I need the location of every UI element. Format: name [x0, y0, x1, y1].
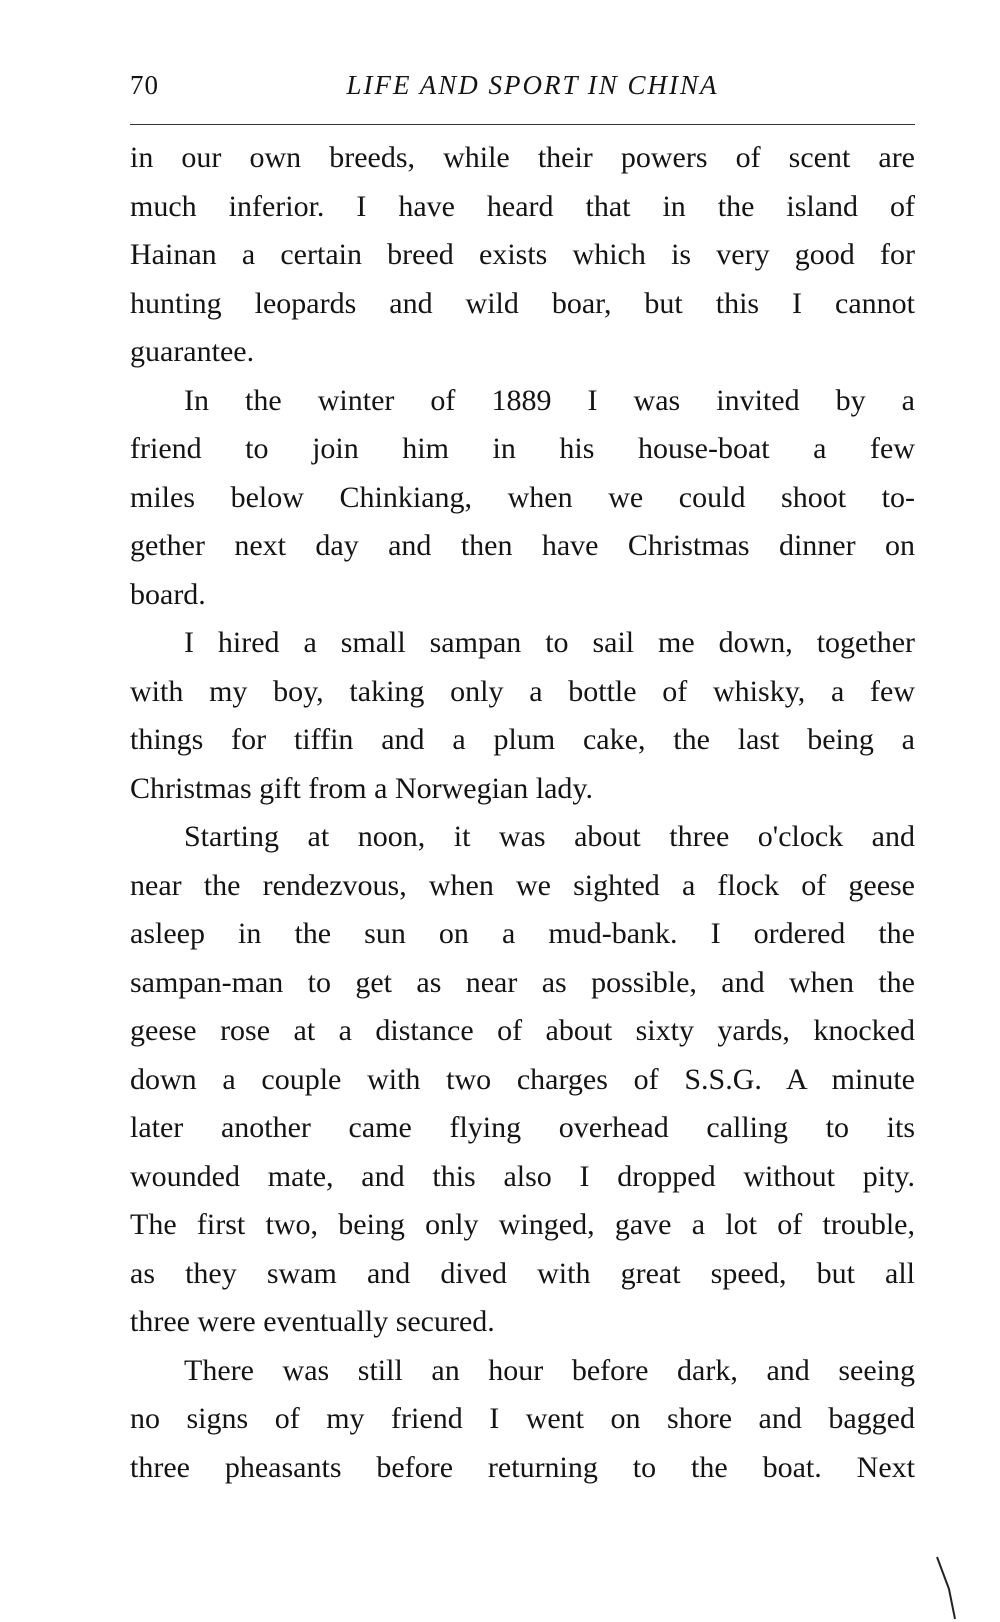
- text-line: no signs of my friend I went on shore and bagged: [130, 1402, 915, 1435]
- text-line: down a couple with two charges of S.S.G. A minute: [130, 1062, 915, 1096]
- text-line: wounded mate, and this also I dropped without pity.: [130, 1159, 915, 1193]
- text-line: hunting leopards and wild boar, but this I cannot: [130, 286, 915, 320]
- text-line: miles below Chinkiang, when we could shoot to-: [130, 480, 915, 514]
- text-line: asleep in the sun on a mud-bank. I ordered the: [130, 917, 915, 950]
- text-line: The first two, being only winged, gave a lot of trouble,: [130, 1208, 915, 1241]
- paragraph-4: [130, 813, 915, 1347]
- text-line: later another came flying overhead calling to its: [130, 1111, 915, 1144]
- text-line: There was still an hour before dark, and seeing: [184, 1353, 915, 1387]
- text-line: in our own breeds, while their powers of scent are: [130, 141, 915, 174]
- text-line: three were eventually secured.: [130, 1305, 495, 1338]
- text-line: Hainan a certain breed exists which is very good for: [130, 238, 915, 271]
- text-line: geese rose at a distance of about sixty yards, knocked: [130, 1014, 915, 1047]
- text-line: I hired a small sampan to sail me down, together: [184, 626, 915, 659]
- text-line: friend to join him in his house-boat a few: [130, 432, 915, 465]
- text-line: guarantee.: [130, 335, 255, 368]
- page-header: [130, 70, 915, 110]
- paragraph-1: [130, 134, 915, 377]
- text-line: three pheasants before returning to the boat. Next: [130, 1450, 915, 1484]
- text-line: with my boy, taking only a bottle of whisky, a few: [130, 674, 915, 708]
- paragraph-5: [130, 1347, 915, 1493]
- paragraph-2: [130, 377, 915, 620]
- text-line: much inferior. I have heard that in the island of: [130, 189, 915, 223]
- text-line: Christmas gift from a Norwegian lady.: [130, 771, 593, 805]
- text-line: sampan-man to get as near as possible, and when the: [130, 965, 915, 999]
- text-line: as they swam and dived with great speed, but all: [130, 1256, 915, 1290]
- text-line: In the winter of 1889 I was invited by a: [184, 383, 915, 417]
- scan-artifact-mark: [935, 1555, 975, 1622]
- text-line: board.: [130, 577, 206, 611]
- paragraph-3: [130, 619, 915, 813]
- text-line: Starting at noon, it was about three o'clock and: [184, 820, 915, 853]
- running-title: LIFE AND SPORT IN CHINA: [346, 70, 719, 100]
- header-rule: [130, 124, 915, 125]
- text-line: near the rendezvous, when we sighted a flock of geese: [130, 868, 915, 902]
- page-number: 70: [130, 70, 159, 100]
- text-line: things for tiffin and a plum cake, the last being a: [130, 723, 915, 756]
- body-text: [130, 134, 915, 1492]
- text-line: gether next day and then have Christmas dinner on: [130, 529, 915, 562]
